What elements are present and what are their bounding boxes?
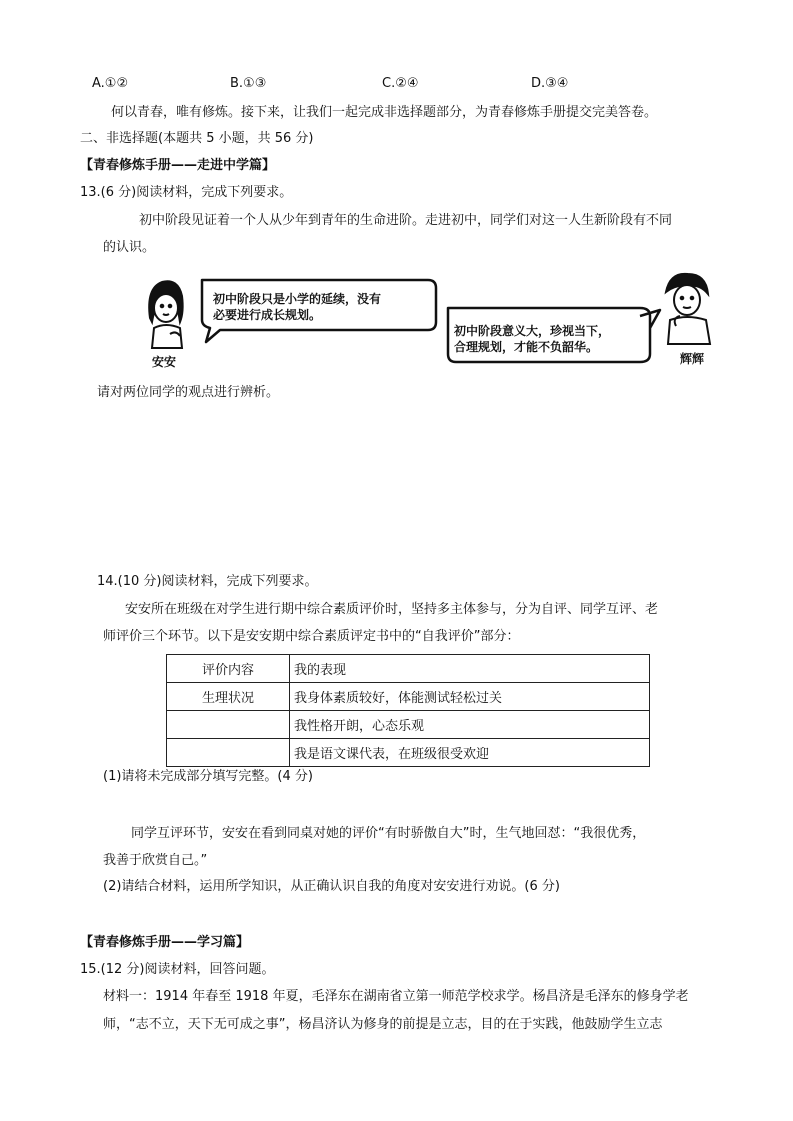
table-cell: 我性格开朗，心态乐观: [290, 711, 650, 739]
table-cell: 生理状况: [167, 683, 290, 711]
q14-paragraph2-line1: 同学互评环节，安安在看到同桌对她的评价“有时骄傲自大”时，生气地回怼：“我很优秀，: [131, 826, 646, 841]
q14-paragraph-line1: 安安所在班级在对学生进行期中综合素质评价时，坚持多主体参与，分为自评、同学互评、老: [125, 602, 659, 617]
table-row: [167, 711, 650, 739]
q13-paragraph-line2: 的认识。: [103, 240, 156, 255]
bubble-right-line1: 初中阶段意义大，珍视当下，: [454, 324, 611, 338]
option-c: C.②④: [382, 76, 419, 91]
name-label-huihui: 辉辉: [680, 352, 705, 366]
part-heading-study: 【青春修炼手册——学习篇】: [80, 935, 250, 950]
boy-figure-icon: [666, 274, 710, 344]
table-cell: 我的表现: [290, 655, 650, 683]
transition-text: 何以青春，唯有修炼。接下来，让我们一起完成非选择题部分，为青春修炼手册提交完美答卷。: [111, 105, 658, 120]
q14-stem: 14.(10 分)阅读材料，完成下列要求。: [97, 574, 318, 589]
self-evaluation-table: [166, 654, 650, 767]
table-row: [167, 683, 650, 711]
q14-paragraph2-line2: 我善于欣赏自己。”: [103, 853, 208, 868]
q14-sub2: (2)请结合材料，运用所学知识，从正确认识自我的角度对安安进行劝说。(6 分): [103, 879, 560, 894]
q14-sub1: (1)请将未完成部分填写完整。(4 分): [103, 769, 313, 784]
table-cell: 我是语文课代表，在班级很受欢迎: [290, 739, 650, 767]
bubble-left-line1: 初中阶段只是小学的延续，没有: [213, 292, 382, 306]
q13-stem: 13.(6 分)阅读材料，完成下列要求。: [80, 185, 293, 200]
table-row: [167, 739, 650, 767]
option-b: B.①③: [230, 76, 267, 91]
table-row: [167, 655, 650, 683]
table-cell-blank: [167, 739, 290, 767]
q15-material-line1: 材料一：1914 年春至 1918 年夏，毛泽东在湖南省立第一师范学校求学。杨昌济是毛泽东的修身学老: [103, 989, 689, 1004]
option-a: A.①②: [92, 76, 129, 91]
option-d: D.③④: [531, 76, 569, 91]
q15-material-line2: 师，“志不立，天下无可成之事”，杨昌济认为修身的前提是立志，目的在于实践，他鼓励学生立志: [103, 1017, 663, 1032]
bubble-left-line2: 必要进行成长规划。: [213, 308, 322, 322]
q13-paragraph-line1: 初中阶段见证着一个人从少年到青年的生命进阶。走进初中，同学们对这一人生新阶段有不同: [139, 213, 673, 228]
section-heading: 二、非选择题(本题共 5 小题，共 56 分): [80, 131, 314, 146]
girl-figure-icon: [149, 281, 182, 348]
q15-stem: 15.(12 分)阅读材料，回答问题。: [80, 962, 275, 977]
table-cell-blank: [167, 711, 290, 739]
q14-paragraph-line2: 师评价三个环节。以下是安安期中综合素质评定书中的“自我评价”部分：: [103, 629, 520, 644]
table-cell: 我身体素质较好，体能测试轻松过关: [290, 683, 650, 711]
bubble-right-line2: 合理规划，才能不负韶华。: [454, 340, 599, 354]
q13-prompt: 请对两位同学的观点进行辨析。: [97, 385, 280, 400]
part-heading-middle-school: 【青春修炼手册——走进中学篇】: [80, 158, 276, 173]
table-cell: 评价内容: [167, 655, 290, 683]
name-label-anan: 安安: [152, 355, 177, 369]
